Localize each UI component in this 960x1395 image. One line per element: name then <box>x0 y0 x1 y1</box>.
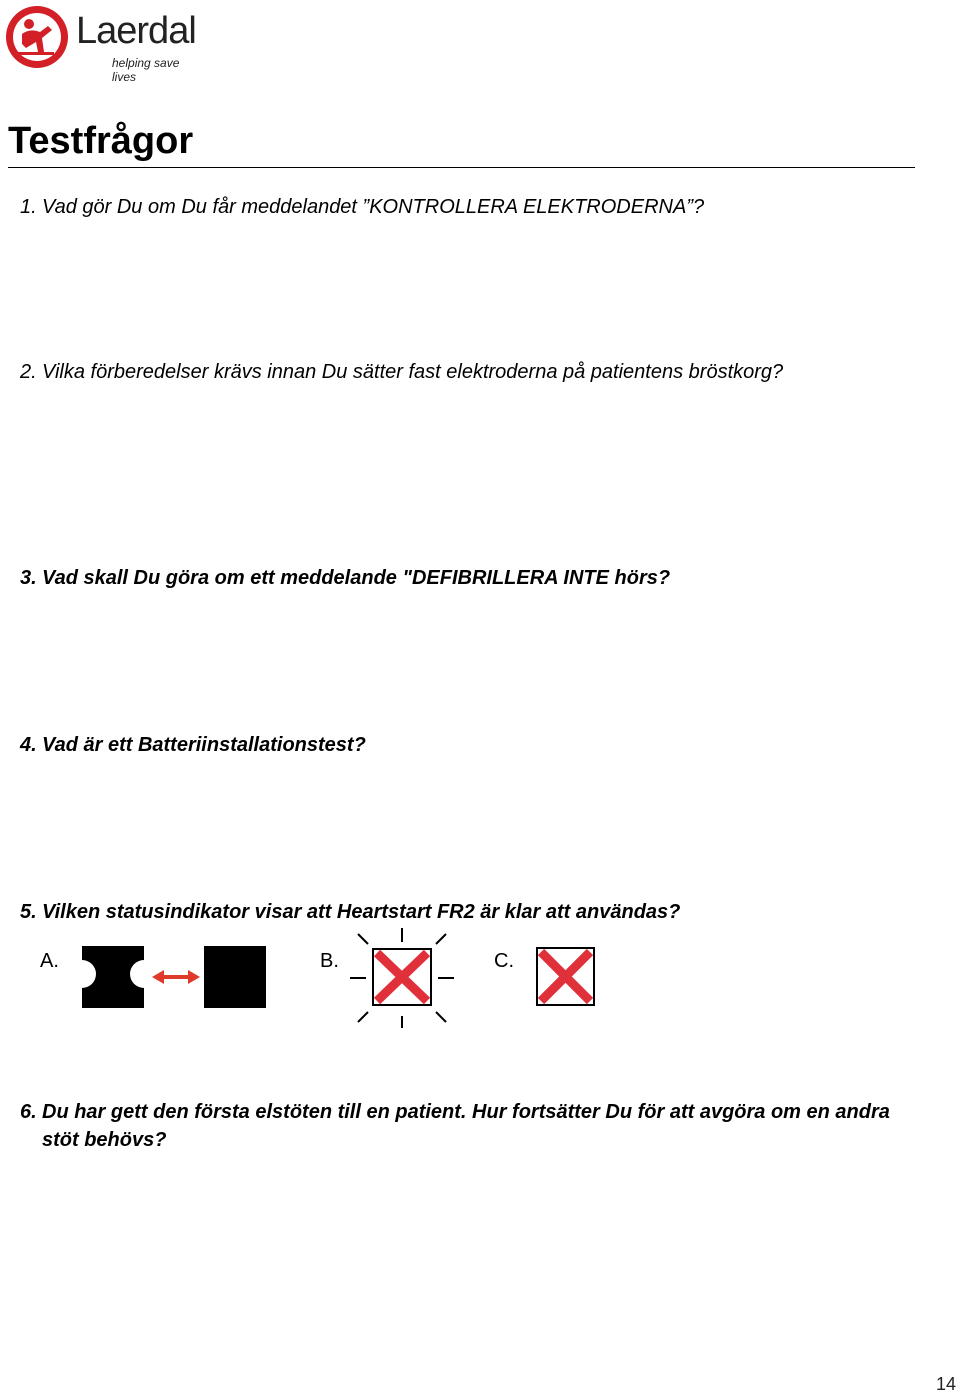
question-5 <box>20 898 920 928</box>
red-x-indicator-icon <box>537 948 594 1005</box>
title-divider <box>8 167 915 168</box>
option-a-indicator <box>80 944 270 1010</box>
logo-wordmark: Laerdal <box>76 10 196 52</box>
question-text: Vad skall Du göra om ett meddelande "DEFIBRILLERA INTE hörs? <box>42 567 671 589</box>
question-number: 2. <box>20 361 37 383</box>
question-text: Vad är ett Batteriinstallationstest? <box>42 734 366 756</box>
question-text: Vad gör Du om Du får meddelandet ”KONTROLLERA ELEKTRODERNA”? <box>42 196 705 218</box>
question-text: Vilken statusindikator visar att Heartstart FR2 är klar att användas? <box>42 901 681 923</box>
red-x-indicator-icon <box>373 949 431 1005</box>
question-2 <box>20 358 920 388</box>
question-6 <box>20 1098 920 1158</box>
question-number: 4. <box>20 734 37 756</box>
double-arrow-icon <box>152 970 200 984</box>
question-3 <box>20 564 920 594</box>
question-number: 3. <box>20 567 37 589</box>
question-number: 6. <box>20 1101 37 1123</box>
question-4 <box>20 731 920 761</box>
laerdal-emblem-icon <box>4 4 70 70</box>
solid-indicator-icon <box>204 946 266 1008</box>
question-1 <box>20 193 920 223</box>
question-text: Vilka förberedelser krävs innan Du sätter fast elektroderna på patientens bröstkorg? <box>42 361 784 383</box>
option-c-label: C. <box>494 950 514 972</box>
page-number: 14 <box>935 1374 956 1394</box>
laerdal-logo <box>4 4 204 84</box>
page-title: Testfrågor <box>8 120 194 162</box>
option-b-label: B. <box>320 950 339 972</box>
logo-tagline: helping save lives <box>112 56 180 84</box>
question-number: 1. <box>20 196 37 218</box>
question-text: Du har gett den första elstöten till en patient. Hur fortsätter Du för att avgöra om en andra stöt behövs? <box>42 1101 890 1151</box>
question-number: 5. <box>20 901 37 923</box>
option-b-indicator <box>346 924 456 1032</box>
option-c-indicator <box>536 947 596 1007</box>
hourglass-indicator-icon <box>82 946 144 1008</box>
option-a-label: A. <box>40 950 59 972</box>
